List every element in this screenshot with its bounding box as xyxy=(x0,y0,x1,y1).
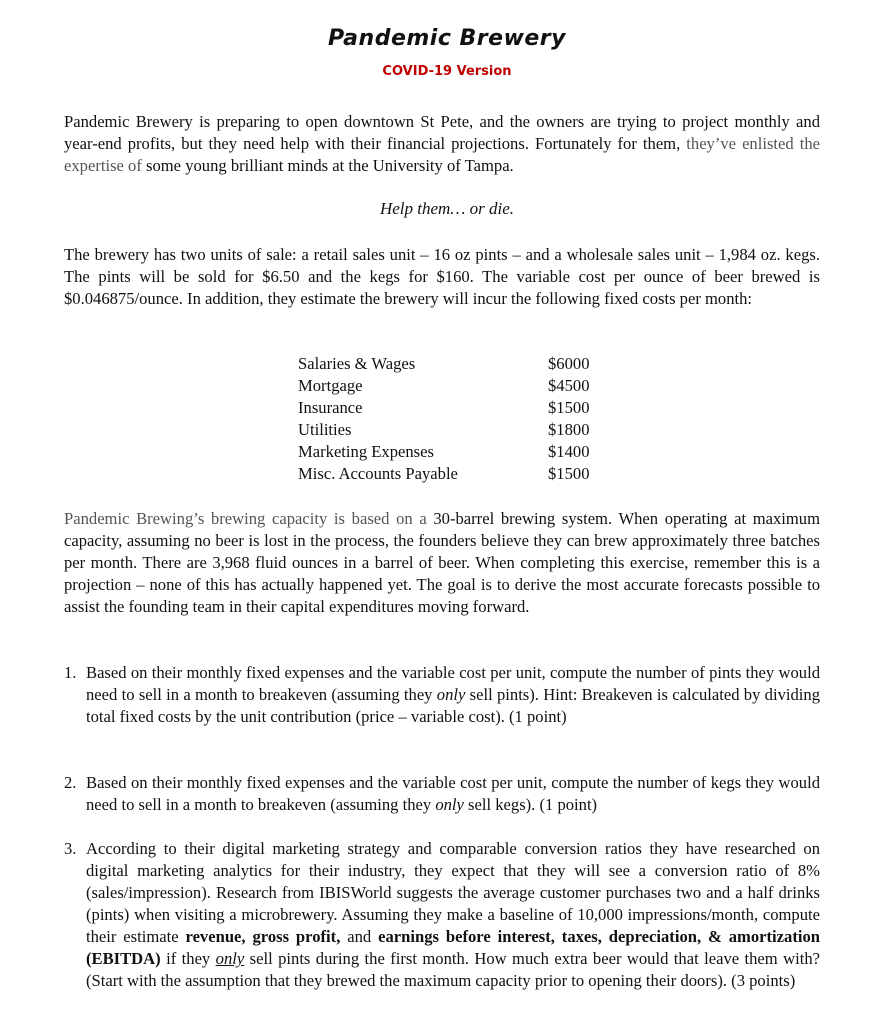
question-text: sell kegs). (1 point) xyxy=(463,795,598,814)
intro-text-gray: they’ve enlisted the expertise of xyxy=(64,134,820,175)
document-subtitle: COVID-19 Version xyxy=(382,64,512,79)
fixed-cost-value: $1500 xyxy=(548,464,590,483)
fixed-cost-label: Mortgage xyxy=(298,376,363,395)
fixed-cost-row xyxy=(298,397,598,419)
question-body xyxy=(86,662,820,728)
question-text: Based on their monthly fixed expenses and the variable cost per unit, compute the number of pints they would need to sell in a month to breakeven (assuming they xyxy=(86,663,820,704)
question-number: 2. xyxy=(64,773,77,792)
question-text: sell pints during the first month. How much extra beer would that leave them with? (Start with the assumption that they brewed the maximum capacity prior to opening their doors). (3 points) xyxy=(86,949,820,990)
fixed-cost-row xyxy=(298,419,598,441)
question-emphasis: only xyxy=(436,685,466,704)
document-title: Pandemic Brewery xyxy=(327,26,567,51)
question-number: 3. xyxy=(64,839,77,858)
question-bold: revenue, gross profit, xyxy=(185,927,341,946)
fixed-cost-row xyxy=(298,353,598,375)
question-1 xyxy=(64,662,820,728)
fixed-cost-value: $1800 xyxy=(548,420,590,439)
fixed-cost-label: Marketing Expenses xyxy=(298,442,434,461)
fixed-cost-label: Insurance xyxy=(298,398,363,417)
question-text: Based on their monthly fixed expenses and the variable cost per unit, compute the number of kegs they would need to sell in a month to breakeven (assuming they xyxy=(86,773,820,814)
fixed-cost-value: $6000 xyxy=(548,354,590,373)
fixed-cost-row xyxy=(298,441,598,463)
fixed-cost-row xyxy=(298,463,598,485)
question-bold: earnings before interest, taxes, depreciation, & amortization (EBITDA) xyxy=(86,927,820,968)
question-text: sell pints). Hint: Breakeven is calculated by dividing total fixed costs by the unit contribution (price – variable cost). (1 point) xyxy=(86,685,820,726)
question-3 xyxy=(64,838,820,992)
question-emphasis: only xyxy=(435,795,464,814)
question-2 xyxy=(64,772,820,816)
motto: Help them… or die. xyxy=(379,199,515,218)
fixed-cost-label: Misc. Accounts Payable xyxy=(298,464,458,483)
fixed-cost-label: Utilities xyxy=(298,420,352,439)
question-emphasis: only xyxy=(215,949,245,968)
question-text: According to their digital marketing strategy and comparable conversion ratios they have researched on digital marketing analytics for their industry, they expect that they will see a conversion ratio of 8% (sales/impression). Research from IBISWorld suggests the average customer purchases two and a half drinks (pints) when visiting a microbrewery. Assuming they make a baseline of 10,000 impressions/month, compute their estimate xyxy=(86,839,820,946)
question-body xyxy=(86,772,820,816)
fixed-cost-value: $1500 xyxy=(548,398,590,417)
capacity-text: 30-barrel brewing system. When operating at maximum capacity, assuming no beer is lost in the process, the founders believe they can brew approximately three batches per month. There are 3,968 fluid ounces in a barrel of beer. When completing this exercise, remember this is a projection – none of this has actually happened yet. The goal is to derive the most accurate forecasts possible to assist the founding team in their capital expenditures moving forward. xyxy=(64,509,820,616)
fixed-cost-value: $1400 xyxy=(548,442,590,461)
intro-paragraph xyxy=(64,111,820,177)
question-text: and xyxy=(340,927,379,946)
fixed-cost-value: $4500 xyxy=(548,376,590,395)
capacity-paragraph xyxy=(64,508,820,618)
fixed-costs-list xyxy=(298,353,598,485)
question-text: if they xyxy=(160,949,216,968)
fixed-cost-row xyxy=(298,375,598,397)
question-number: 1. xyxy=(64,663,77,682)
capacity-text-gray: Pandemic Brewing’s brewing capacity is based on a xyxy=(64,509,427,528)
intro-text-3: some young brilliant minds at the University of Tampa. xyxy=(141,156,514,175)
fixed-cost-label: Salaries & Wages xyxy=(298,354,416,373)
units-paragraph: The brewery has two units of sale: a retail sales unit – 16 oz pints – and a wholesale sales unit – 1,984 oz. kegs. The pints will be sold for $6.50 and the kegs for $160. The variable cost per ounce of beer brewed is $0.046875/ounce. In addition, they estimate the brewery will incur the following fixed costs per month: xyxy=(64,245,820,308)
question-body xyxy=(86,838,820,992)
intro-text-1: Pandemic Brewery is preparing to open downtown St Pete, and the owners are trying to project monthly and year-end profits, but they need help with their financial projections. Fortunately for them, xyxy=(64,112,820,153)
